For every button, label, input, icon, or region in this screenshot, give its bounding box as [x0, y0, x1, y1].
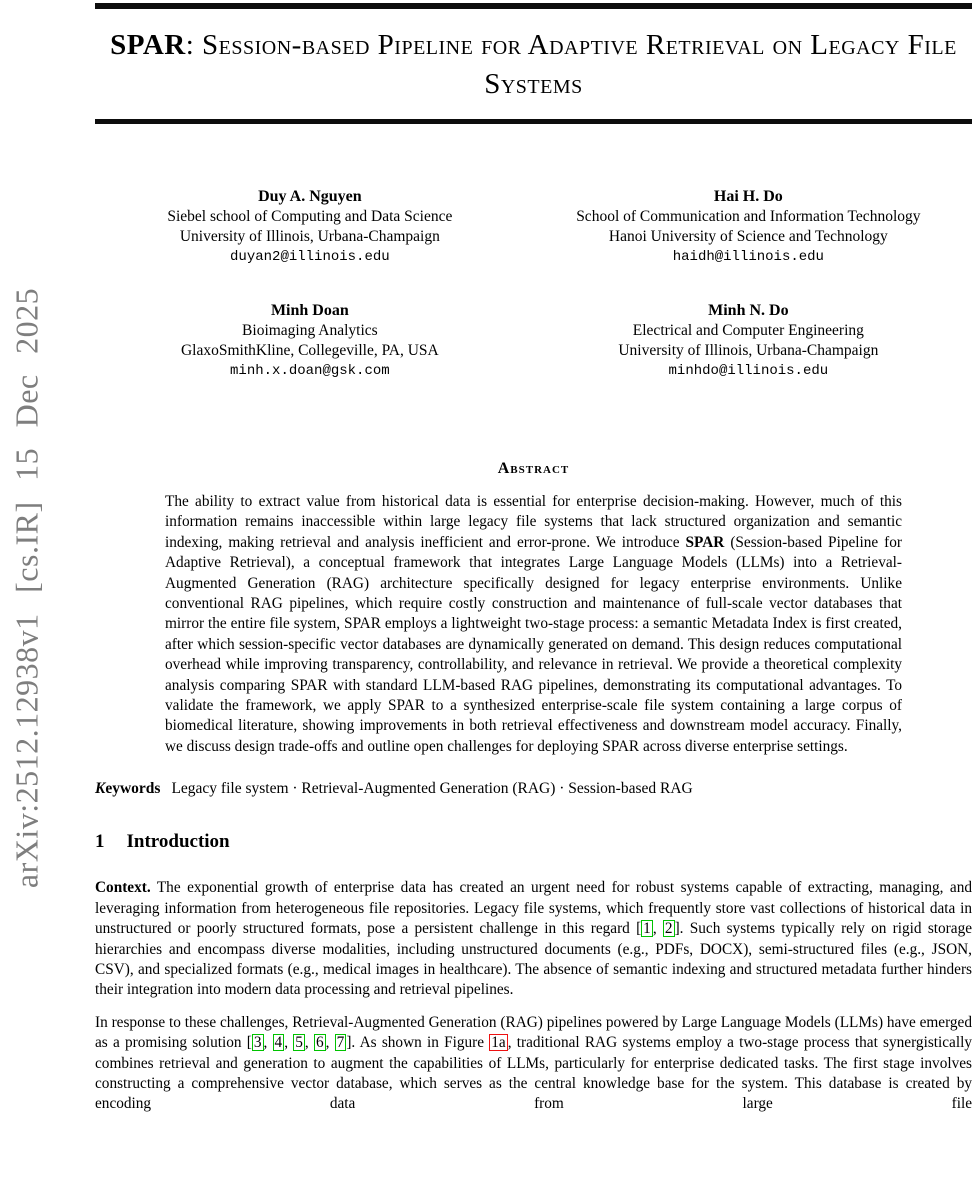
author-email: duyan2@illinois.edu — [230, 249, 390, 265]
text-segment: , — [304, 1034, 314, 1052]
section-number: 1 — [95, 831, 105, 853]
author-affiliation: Bioimaging Analytics — [242, 322, 378, 339]
authors-block — [95, 187, 972, 381]
paper-content — [95, 0, 972, 1115]
author-affiliation: School of Communication and Information Technology — [576, 208, 921, 225]
citation-link[interactable]: 5 — [295, 1034, 303, 1052]
text-segment: In response to these challenges, Retrieval-Augmented Generation (RAG) pipelines powered by Large Language Models (LLMs) have emerged as a promising solution [ — [95, 1013, 972, 1052]
bold-text-segment: Context. — [95, 879, 151, 897]
citation-link[interactable]: 6 — [315, 1034, 324, 1052]
author-email: haidh@illinois.edu — [672, 249, 824, 265]
author-affiliation: Hanoi University of Science and Technology — [608, 228, 888, 245]
bold-text-segment: SPAR — [685, 533, 725, 551]
citation-link[interactable]: 1 — [643, 920, 651, 938]
author-3 — [95, 301, 525, 381]
author-email: minhdo@illinois.edu — [668, 363, 829, 379]
title-acronym: SPAR — [110, 29, 186, 61]
title-bottom-rule — [95, 119, 972, 124]
author-affiliation: Siebel school of Computing and Data Science — [167, 208, 453, 225]
text-segment: (Session-based Pipeline for Adaptive Retrieval), a conceptual framework that integrates Large Language Models (LLMs) into a Retrieval-Augmented Generation (RAG) architecture specifically designed for legacy enterprise environments. Unlike conventional RAG pipelines, which require costly construction and maintenance of full-scale vector databases that mirror the entire file system, SPAR employs a lightweight two-stage process: a semantic Metadata Index is first created, after which session-specific vector databases are dynamically generated on demand. This design reduces computational overhead while improving transparency, controllability, and relevance in retrieval. We provide a theoretical complexity analysis comparing SPAR with standard LLM-based RAG pipelines, demonstrating its computational advantages. To validate the framework, we apply SPAR to a synthesized enterprise-scale file system containing a large corpus of biomedical literature, showing improvements in both retrieval effectiveness and downstream model accuracy. Finally, we discuss design trade-offs and outline open challenges for deploying SPAR across diverse enterprise settings. — [165, 533, 902, 755]
citation-link[interactable]: 4 — [274, 1034, 283, 1052]
citation-link[interactable]: 2 — [664, 920, 673, 938]
author-name: Minh Doan — [270, 302, 349, 319]
title-rest: : Session-based Pipeline for Adaptive Retrieval on Legacy File Systems — [185, 29, 957, 100]
abstract-text — [165, 492, 902, 757]
author-affiliation: Electrical and Computer Engineering — [632, 322, 864, 339]
intro-paragraph-1 — [95, 878, 972, 1000]
top-rule — [95, 3, 972, 9]
figure-link[interactable]: 1a — [491, 1034, 506, 1052]
text-segment: The ability to extract value from historical data is essential for enterprise decision-making. However, much of this information remains inaccessible within large legacy file systems that lack structured organization and semantic indexing, making retrieval and analysis inefficient and error-prone. We introduce — [165, 493, 902, 551]
text-segment: The exponential growth of enterprise data has created an urgent need for robust systems capable of extracting, managing, and leveraging information from heterogeneous file repositories. Legacy file systems, which frequently store vast collections of historical data in unstructured or poorly structured formats, pose a persistent challenge in this regard [ — [95, 879, 972, 938]
author-affiliation: GlaxoSmithKline, Collegeville, PA, USA — [180, 342, 439, 359]
keywords-line — [95, 780, 972, 798]
text-segment: , — [652, 920, 663, 938]
citation-link[interactable]: 3 — [253, 1034, 262, 1052]
page-title — [95, 26, 972, 104]
author-2 — [525, 187, 972, 267]
author-affiliation: University of Illinois, Urbana-Champaign — [618, 342, 879, 359]
keywords-text: Legacy file system · Retrieval-Augmented Generation (RAG) · Session-based RAG — [171, 780, 693, 798]
arxiv-watermark: arXiv:2512.12938v1 [cs.IR] 15 Dec 2025 — [8, 287, 45, 889]
text-segment: ]. Such systems typically rely on rigid storage hierarchies and encompass diverse modalities, including unstructured documents (e.g., PDFs, DOCX), semi-structured files (e.g., JSON, CSV), and specialized formats (e.g., medical images in healthcare). The absence of semantic indexing and structured metadata further hinders their integration into modern data processing and retrieval pipelines. — [95, 920, 973, 999]
author-affiliation: University of Illinois, Urbana-Champaign — [179, 228, 440, 245]
text-segment: , — [325, 1034, 335, 1052]
author-1 — [95, 187, 525, 267]
text-segment: , — [284, 1034, 294, 1052]
author-name: Duy A. Nguyen — [258, 188, 362, 205]
author-email: minh.x.doan@gsk.com — [230, 363, 390, 379]
author-name: Hai H. Do — [713, 188, 783, 205]
author-4 — [525, 301, 972, 381]
section-1-heading — [95, 831, 972, 853]
keywords-label: Keywords — [95, 780, 161, 798]
text-segment: , traditional RAG systems employ a two-stage process that synergistically combines retrieval and generation to augment the capabilities of LLMs, particularly for enterprise dedicated tasks. The first stage involves constructing a comprehensive vector database, which serves as the central knowledge base for the system. This database is created by encoding data from large file — [95, 1034, 972, 1113]
text-segment: , — [263, 1034, 273, 1052]
text-segment: ]. As shown in Figure — [346, 1034, 490, 1052]
abstract-heading: Abstract — [497, 460, 570, 477]
section-title: Introduction — [126, 831, 230, 853]
citation-link[interactable]: 7 — [336, 1034, 345, 1052]
intro-paragraph-2 — [95, 1013, 972, 1115]
author-name: Minh N. Do — [708, 302, 789, 319]
